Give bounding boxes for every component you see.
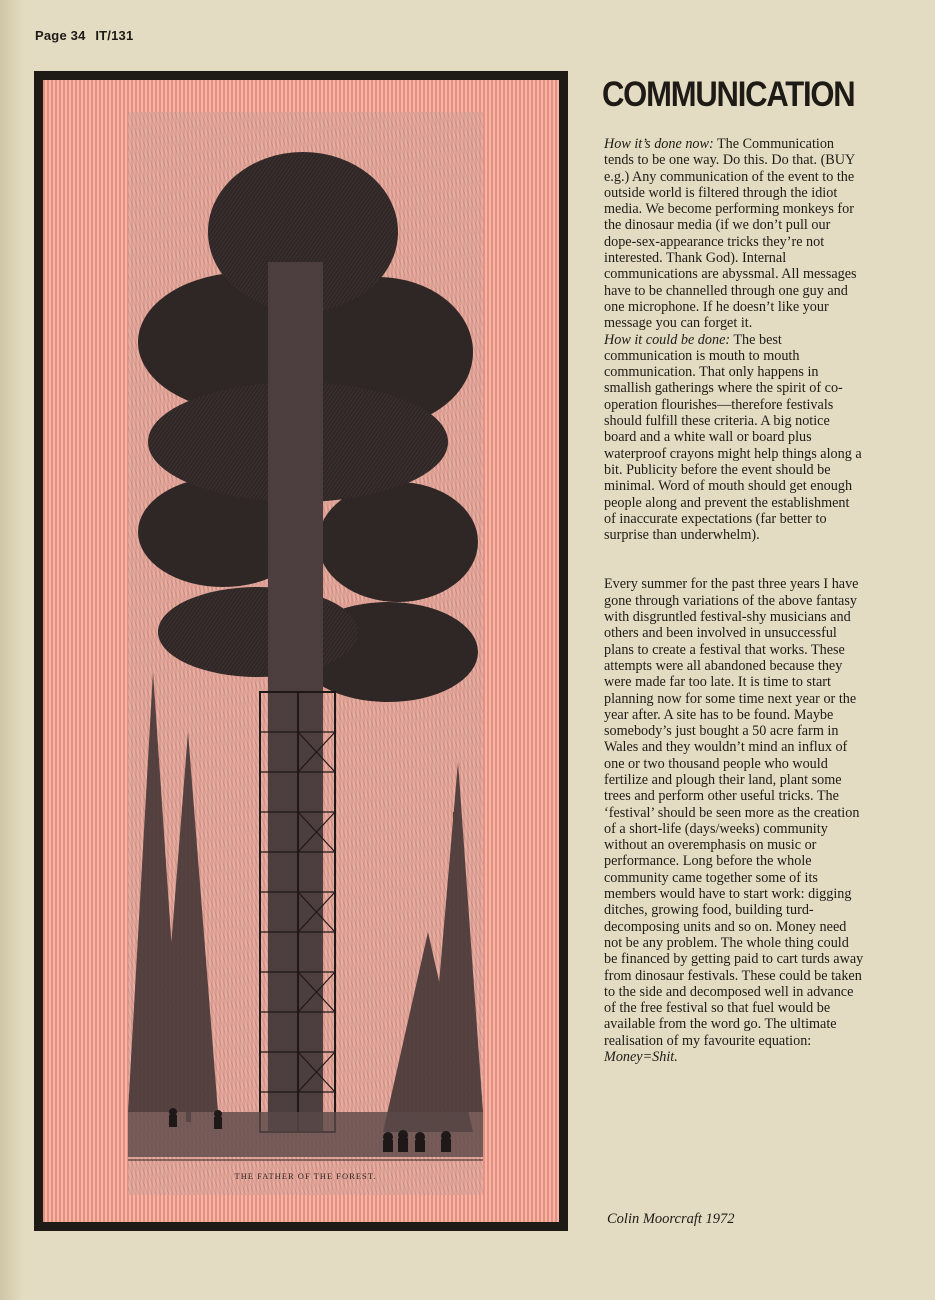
tree-engraving-image	[128, 112, 483, 1195]
page-edge	[0, 0, 24, 1300]
text-every-summer: Every summer for the past three years I have gone through variations of the above fantasy with disgruntled festival-shy musicians and others and been involved in unsuccessful plans to create a festival that works. These attempts were all abandoned because they were made far too late. It is time to start planning now for some time next year or the year after. A site has to be found. Maybe somebody’s just bought a 50 acre farm in Wales and they wouldn’t mind an influx of one or two thousand people who would fertilize and plough their land, plant some trees and perform other useful tricks. The ‘festival’ should be seen more as the creation of a short-life (days/weeks) community without an overemphasis on music or performance. Long before the whole community came together some of its members would have to start work: digging ditches, growing food, building turd-decomposing units and so on. Money need not be any problem. The whole thing could be financed by getting paid to cart turds away from dinosaur festivals. These could be taken to the side and decomposed well in advance of the free festival so that fuel would be available from the word go. The ultimate realisation of my favourite equation:	[604, 576, 864, 1049]
page-header	[35, 28, 133, 43]
paragraph-how-could-be-done	[604, 332, 864, 544]
paragraph-every-summer	[604, 576, 864, 1065]
illustration-background	[43, 80, 559, 1222]
page-number: Page 34	[35, 28, 86, 43]
issue-number: IT/131	[95, 28, 134, 43]
illustration-caption: THE FATHER OF THE FOREST.	[234, 1171, 377, 1181]
label-how-could-be-done: How it could be done:	[604, 331, 731, 348]
illustration-frame	[34, 71, 568, 1231]
article-body	[604, 136, 864, 1065]
text-money-equation: Money=Shit.	[604, 1049, 678, 1066]
label-how-done-now: How it’s done now:	[604, 136, 714, 152]
paragraph-gap	[604, 543, 864, 576]
paragraph-how-done-now	[604, 136, 864, 332]
engraving-illustration	[128, 112, 483, 1195]
text-how-could-be-done: The best communication is mouth to mouth communication. That only happens in smallish gatherings where the spirit of co-operation flourishes—therefore festivals should fulfill these criteria. A big notice board and a white wall or board plus waterproof crayons might help things along a bit. Publicity before the event should be minimal. Word of mouth should get enough people along and prevent the establishment of inaccurate expectations (far better to surprise than underwhelm).	[604, 331, 862, 544]
author-signature: Colin Moorcraft 1972	[607, 1211, 735, 1227]
text-how-done-now: The Communication tends to be one way. Do this. Do that. (BUY e.g.) Any communication of the event to the outside world is filtered through the idiot media. We become performing monkeys for the dinosaur media (if we don’t pull our dope-sex-appearance tricks they’re not interested. Thank God). Internal communications are abyssmal. All messages have to be channelled through one guy and one microphone. If he doesn’t like your message you can forget it.	[604, 136, 857, 332]
article-title: COMMUNICATION	[602, 74, 855, 115]
